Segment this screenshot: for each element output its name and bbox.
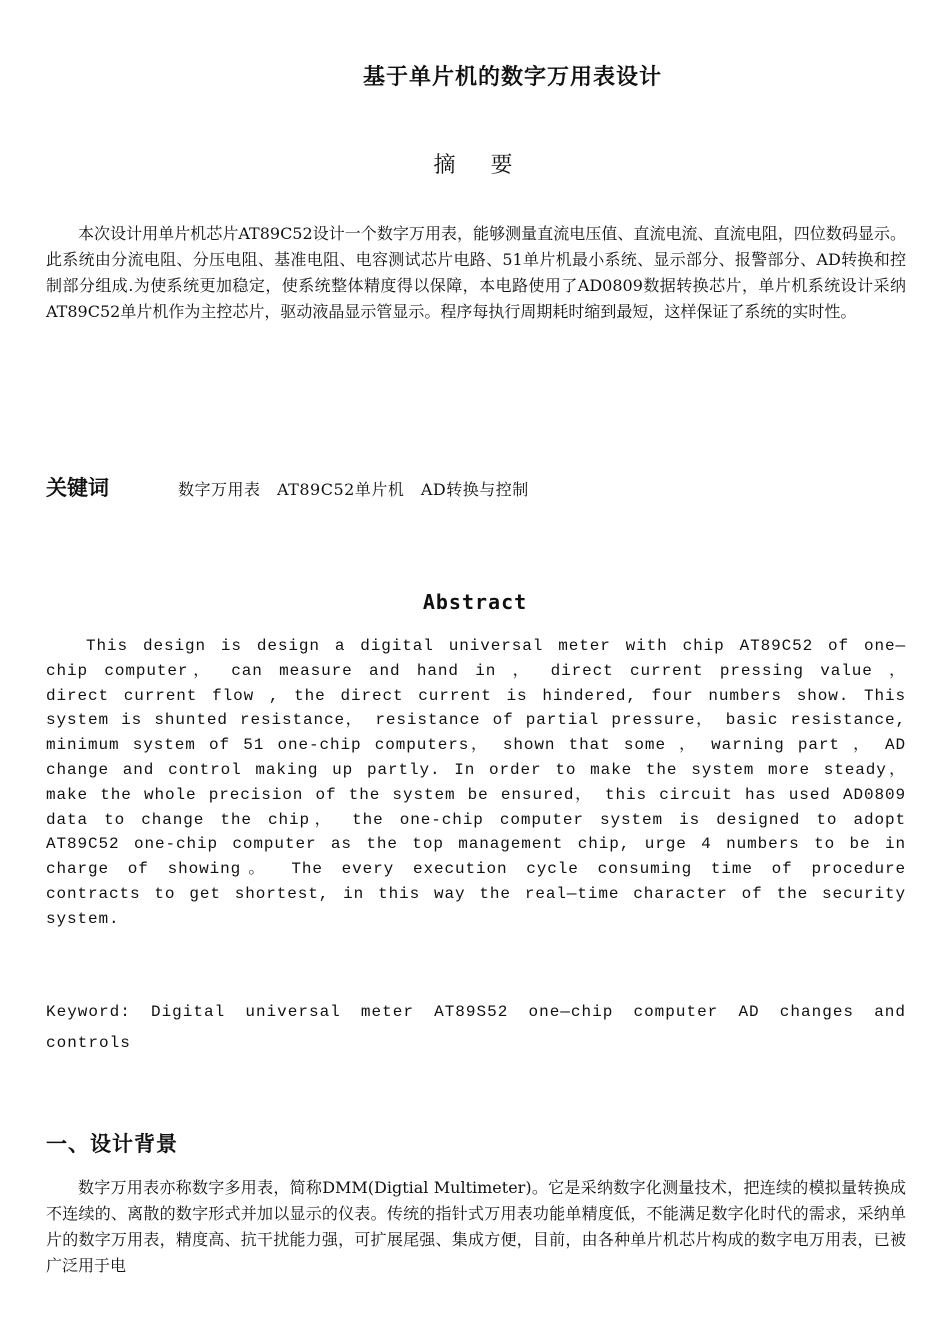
keywords-cn (46, 472, 906, 502)
keywords-cn-label: 关键词 (46, 476, 109, 500)
abstract-heading-en: Abstract (422, 590, 528, 614)
abstract-heading-cn: 摘 要 (433, 153, 527, 178)
abstract-paragraph-cn: 本次设计用单片机芯片AT89C52设计一个数字万用表，能够测量直流电压值、直流电流、直流电阻，四位数码显示。此系统由分流电阻、分压电阻、基准电阻、电容测试芯片电路、51单片机最小系统、显示部分、报警部分、AD转换和控制部分组成.为使系统更加稳定，使系统整体精度得以保障，本电路使用了AD0809数据转换芯片，单片机系统设计采纳AT89C52单片机作为主控芯片，驱动液晶显示管显示。程序每执行周期耗时缩到最短，这样保证了系统的实时性。 (46, 224, 906, 321)
keywords-cn-values: 数字万用表 AT89C52单片机 AD转换与控制 (178, 480, 529, 499)
abstract-paragraph-en: This design is design a digital universal meter with chip AT89C52 of one—chip computer， can measure and hand in ， direct current pressing value ， direct current flow , the direct current is hindered, four numbers show. This system is shunted resistance， resistance of partial pressure， basic resistance, minimum system of 51 one-chip computers， shown that some ， warning part ， AD change and control making up partly. In order to make the system more steady， make the whole precision of the system be ensured， this circuit has used AD0809 data to change the chip， the one-chip computer system is designed to adopt AT89C52 one-chip computer as the top management chip, urge 4 numbers to be in charge of showing。 The every execution cycle consuming time of procedure contracts to get shortest, in this way the real—time character of the security system. (46, 637, 906, 928)
document-title: 基于单片机的数字万用表设计 (362, 65, 662, 90)
keywords-en: Keyword: Digital universal meter AT89S52 one—chip computer AD changes and controls (46, 1003, 906, 1052)
section-heading-background: 一、设计背景 (46, 1132, 178, 1156)
section-background-paragraph: 数字万用表亦称数字多用表，简称DMM(Digtial Multimeter)。它是采纳数字化测量技术，把连续的模拟量转换成不连续的、离散的数字形式并加以显示的仪表。传统的指针式万用表功能单精度低，不能满足数字化时代的需求，采纳单片的数字万用表，精度高、抗干扰能力强，可扩展尾强、集成方便，目前，由各种单片机芯片构成的数字电万用表，已被广泛用于电 (46, 1178, 906, 1275)
